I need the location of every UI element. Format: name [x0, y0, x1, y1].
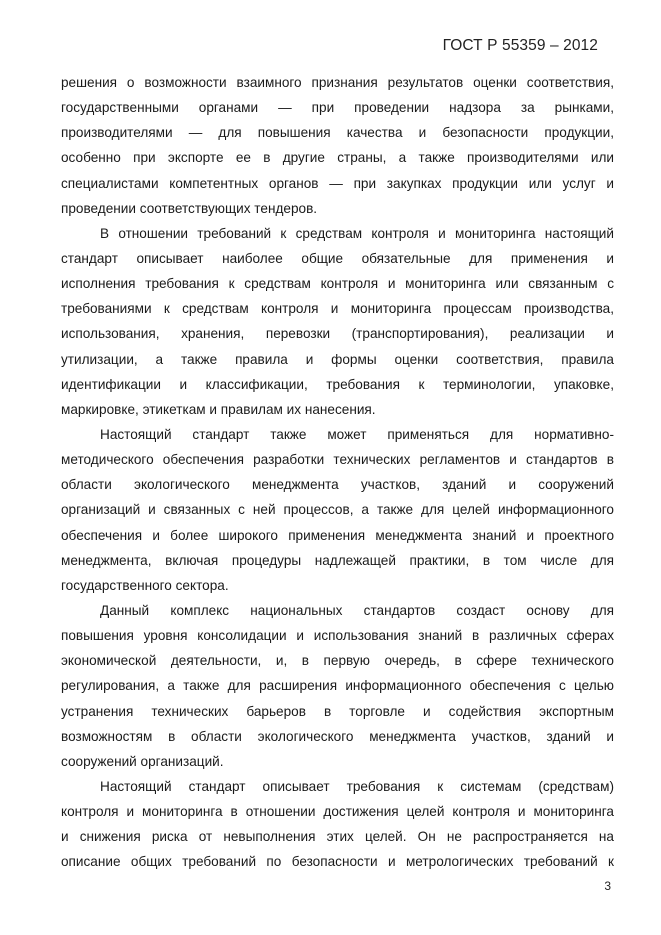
text-line: производителями — для повышения качества и безопасности продукции,: [61, 125, 614, 141]
paragraph: [61, 422, 614, 598]
text-line: экономической деятельности, и, в первую очередь, в сфере технического: [61, 653, 614, 669]
paragraph: [61, 598, 614, 774]
text-line: повышения уровня консолидации и использования знаний в различных сферах: [61, 628, 614, 644]
text-line: описание общих требований по безопасности и метрологических требований к: [61, 854, 614, 870]
text-line: особенно при экспорте ее в другие страны, а также производителями или: [61, 150, 614, 166]
text-line: маркировке, этикеткам и правилам их нанесения.: [61, 401, 376, 417]
text-line: проведении соответствующих тендеров.: [61, 200, 318, 216]
text-line: государственного сектора.: [61, 577, 229, 593]
text-line: методического обеспечения разработки технических регламентов и стандартов в: [61, 452, 614, 468]
text-line: стандарт описывает наиболее общие обязательные для применения и: [61, 250, 614, 266]
page-number: 3: [604, 879, 611, 893]
text-line: утилизации, а также правила и формы оценки соответствия, правила: [61, 351, 614, 367]
text-line: и снижения риска от невыполнения этих целей. Он не распространяется на: [61, 829, 614, 845]
paragraph: [61, 774, 614, 875]
body-text: [61, 70, 614, 875]
text-line: возможностям в области экологического менеджмента участков, зданий и: [61, 728, 614, 744]
text-line: Данный комплекс национальных стандартов создаст основу для: [100, 602, 614, 618]
text-line: контроля и мониторинга в отношении достижения целей контроля и мониторинга: [61, 804, 614, 820]
text-line: менеджмента, включая процедуры надлежащей практики, в том числе для: [61, 552, 614, 568]
text-line: устранения технических барьеров в торговле и содействия экспортным: [61, 703, 614, 719]
text-line: государственными органами — при проведении надзора за рынками,: [61, 100, 614, 116]
text-line: В отношении требований к средствам контроля и мониторинга настоящий: [100, 225, 614, 241]
text-line: сооружений организаций.: [61, 753, 224, 769]
text-line: использования, хранения, перевозки (транспортирования), реализации и: [61, 326, 614, 342]
text-line: Настоящий стандарт также может применяться для нормативно-: [100, 426, 614, 442]
text-line: решения о возможности взаимного признания результатов оценки соответствия,: [61, 75, 614, 90]
text-line: требованиями к средствам контроля и мониторинга процессам производства,: [61, 301, 614, 317]
paragraph: [61, 221, 614, 422]
text-line: Настоящий стандарт описывает требования к системам (средствам): [100, 778, 614, 794]
text-line: организаций и связанных с ней процессов, а также для целей информационного: [61, 502, 614, 518]
text-line: идентификации и классификации, требования к терминологии, упаковке,: [61, 376, 614, 392]
document-code-header: ГОСТ Р 55359 – 2012: [442, 37, 598, 54]
text-line: регулирования, а также для расширения информационного обеспечения с целью: [61, 678, 614, 694]
text-line: области экологического менеджмента участков, зданий и сооружений: [61, 477, 614, 493]
text-line: исполнения требования к средствам контроля и мониторинга или связанным с: [61, 276, 614, 292]
text-line: специалистами компетентных органов — при закупках продукции или услуг и: [61, 175, 614, 191]
text-line: обеспечения и более широкого применения менеджмента знаний и проектного: [61, 527, 614, 543]
paragraph: [61, 70, 614, 221]
